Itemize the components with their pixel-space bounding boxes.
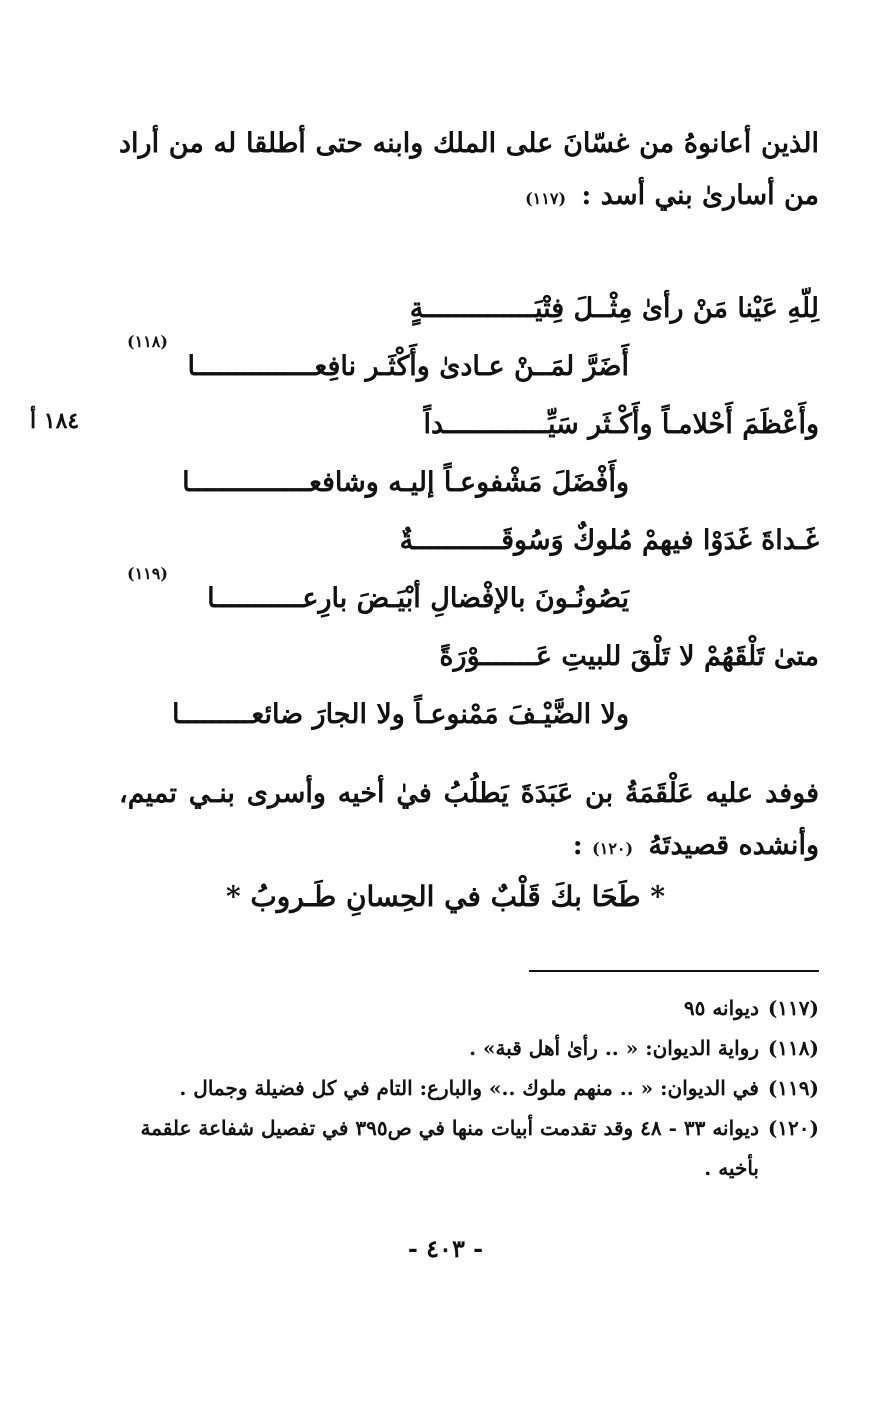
footnote-number: (١١٩) <box>767 1076 819 1100</box>
footnote-text: ديوانه ٩٥ <box>683 996 759 1020</box>
footnote-item <box>99 1028 819 1068</box>
footnote-ref-120: (١٢٠) <box>592 839 634 858</box>
footnote-separator <box>529 970 819 972</box>
quoted-hemistich: * طَحَا بكَ قَلْبٌ في الحِسانِ طَـروبُ * <box>226 880 665 913</box>
footnote-ref-119: (١١٩) <box>127 564 168 583</box>
poem-line: لِلّهِ عَيْنا مَنْ رأىٰ مِثْــلَ فِتْيَــــــــــــــةٍ <box>409 293 819 324</box>
footnote-number: (١١٧) <box>767 996 819 1020</box>
footnote-ref-118: (١١٨) <box>127 332 168 351</box>
page-number: - ٤٠٣ - <box>407 1234 484 1263</box>
poem-line: يَصُونُـونَ بالإفْضالِ أبْيَـضَ بارِعـــــــــــا (١١٩) <box>127 564 629 614</box>
footnote-text: ديوانه ٣٣ - ٤٨ وقد تقدمت أبيات منها في ص٣٩٥ في تفصيل شفاعة علقمة بأخيه . <box>140 1116 759 1180</box>
footnote-text: في الديوان: « .. منهم ملوك ..» والبارع: التام في كل فضيلة وجمال . <box>179 1076 759 1100</box>
second-paragraph <box>119 768 819 875</box>
footnote-item <box>99 1108 819 1188</box>
poem-line: متىٰ تَلْقَهُمْ لا تَلْقَ للبيتِ عَـــــــوْرَةً <box>439 641 819 672</box>
intro-text: الذين أعانوهُ من غسّانَ على الملك وابنه حتى أطلقا له من أراد من أسارىٰ بني أسد : <box>119 128 819 211</box>
footnote-item <box>99 1068 819 1108</box>
poem-line: وأَعْظَمَ أَحْلامـاً وأَكْـثَر سَيِّـــــــــــــداً <box>423 409 819 440</box>
paragraph-text: فوفد عليه عَلْقَمَةُ بن عَبَدَةَ يَطلُبُ فيٰ أخيه وأسرى بنـي تميم، وأنشده قصيدتَهُ <box>119 778 819 861</box>
poem-line: ولا الضَّيْـفَ مَمْنوعـاً ولا الجارَ ضائعـــــــــا <box>172 699 629 730</box>
poem-line: غَـداةَ غَدَوْا فيهمْ مُلوكٌ وَسُوقَـــــــــــةٌ <box>399 525 819 556</box>
footnote-ref-117: (١١٧) <box>525 189 567 208</box>
intro-paragraph <box>119 118 819 225</box>
paragraph-colon: : <box>572 830 583 861</box>
footnote-number: (١٢٠) <box>767 1116 819 1140</box>
poem <box>119 280 819 744</box>
poem-line: أَضَرَّ لمَــنْ عـادىٰ وأَكْثَـر نافِعـــــــــــــــا (١١٨) <box>127 332 629 382</box>
margin-folio-note: ١٨٤ أ <box>30 408 80 434</box>
footnote-text: رواية الديوان: « .. رأىٰ أهل قبة» . <box>469 1036 759 1060</box>
footnote-number: (١١٨) <box>767 1036 819 1060</box>
poem-line: وأَفْضَلَ مَشْفوعـاً إليـه وشافعـــــــــــــــا <box>182 467 629 498</box>
footnotes <box>99 988 819 1188</box>
footnote-item <box>99 988 819 1028</box>
